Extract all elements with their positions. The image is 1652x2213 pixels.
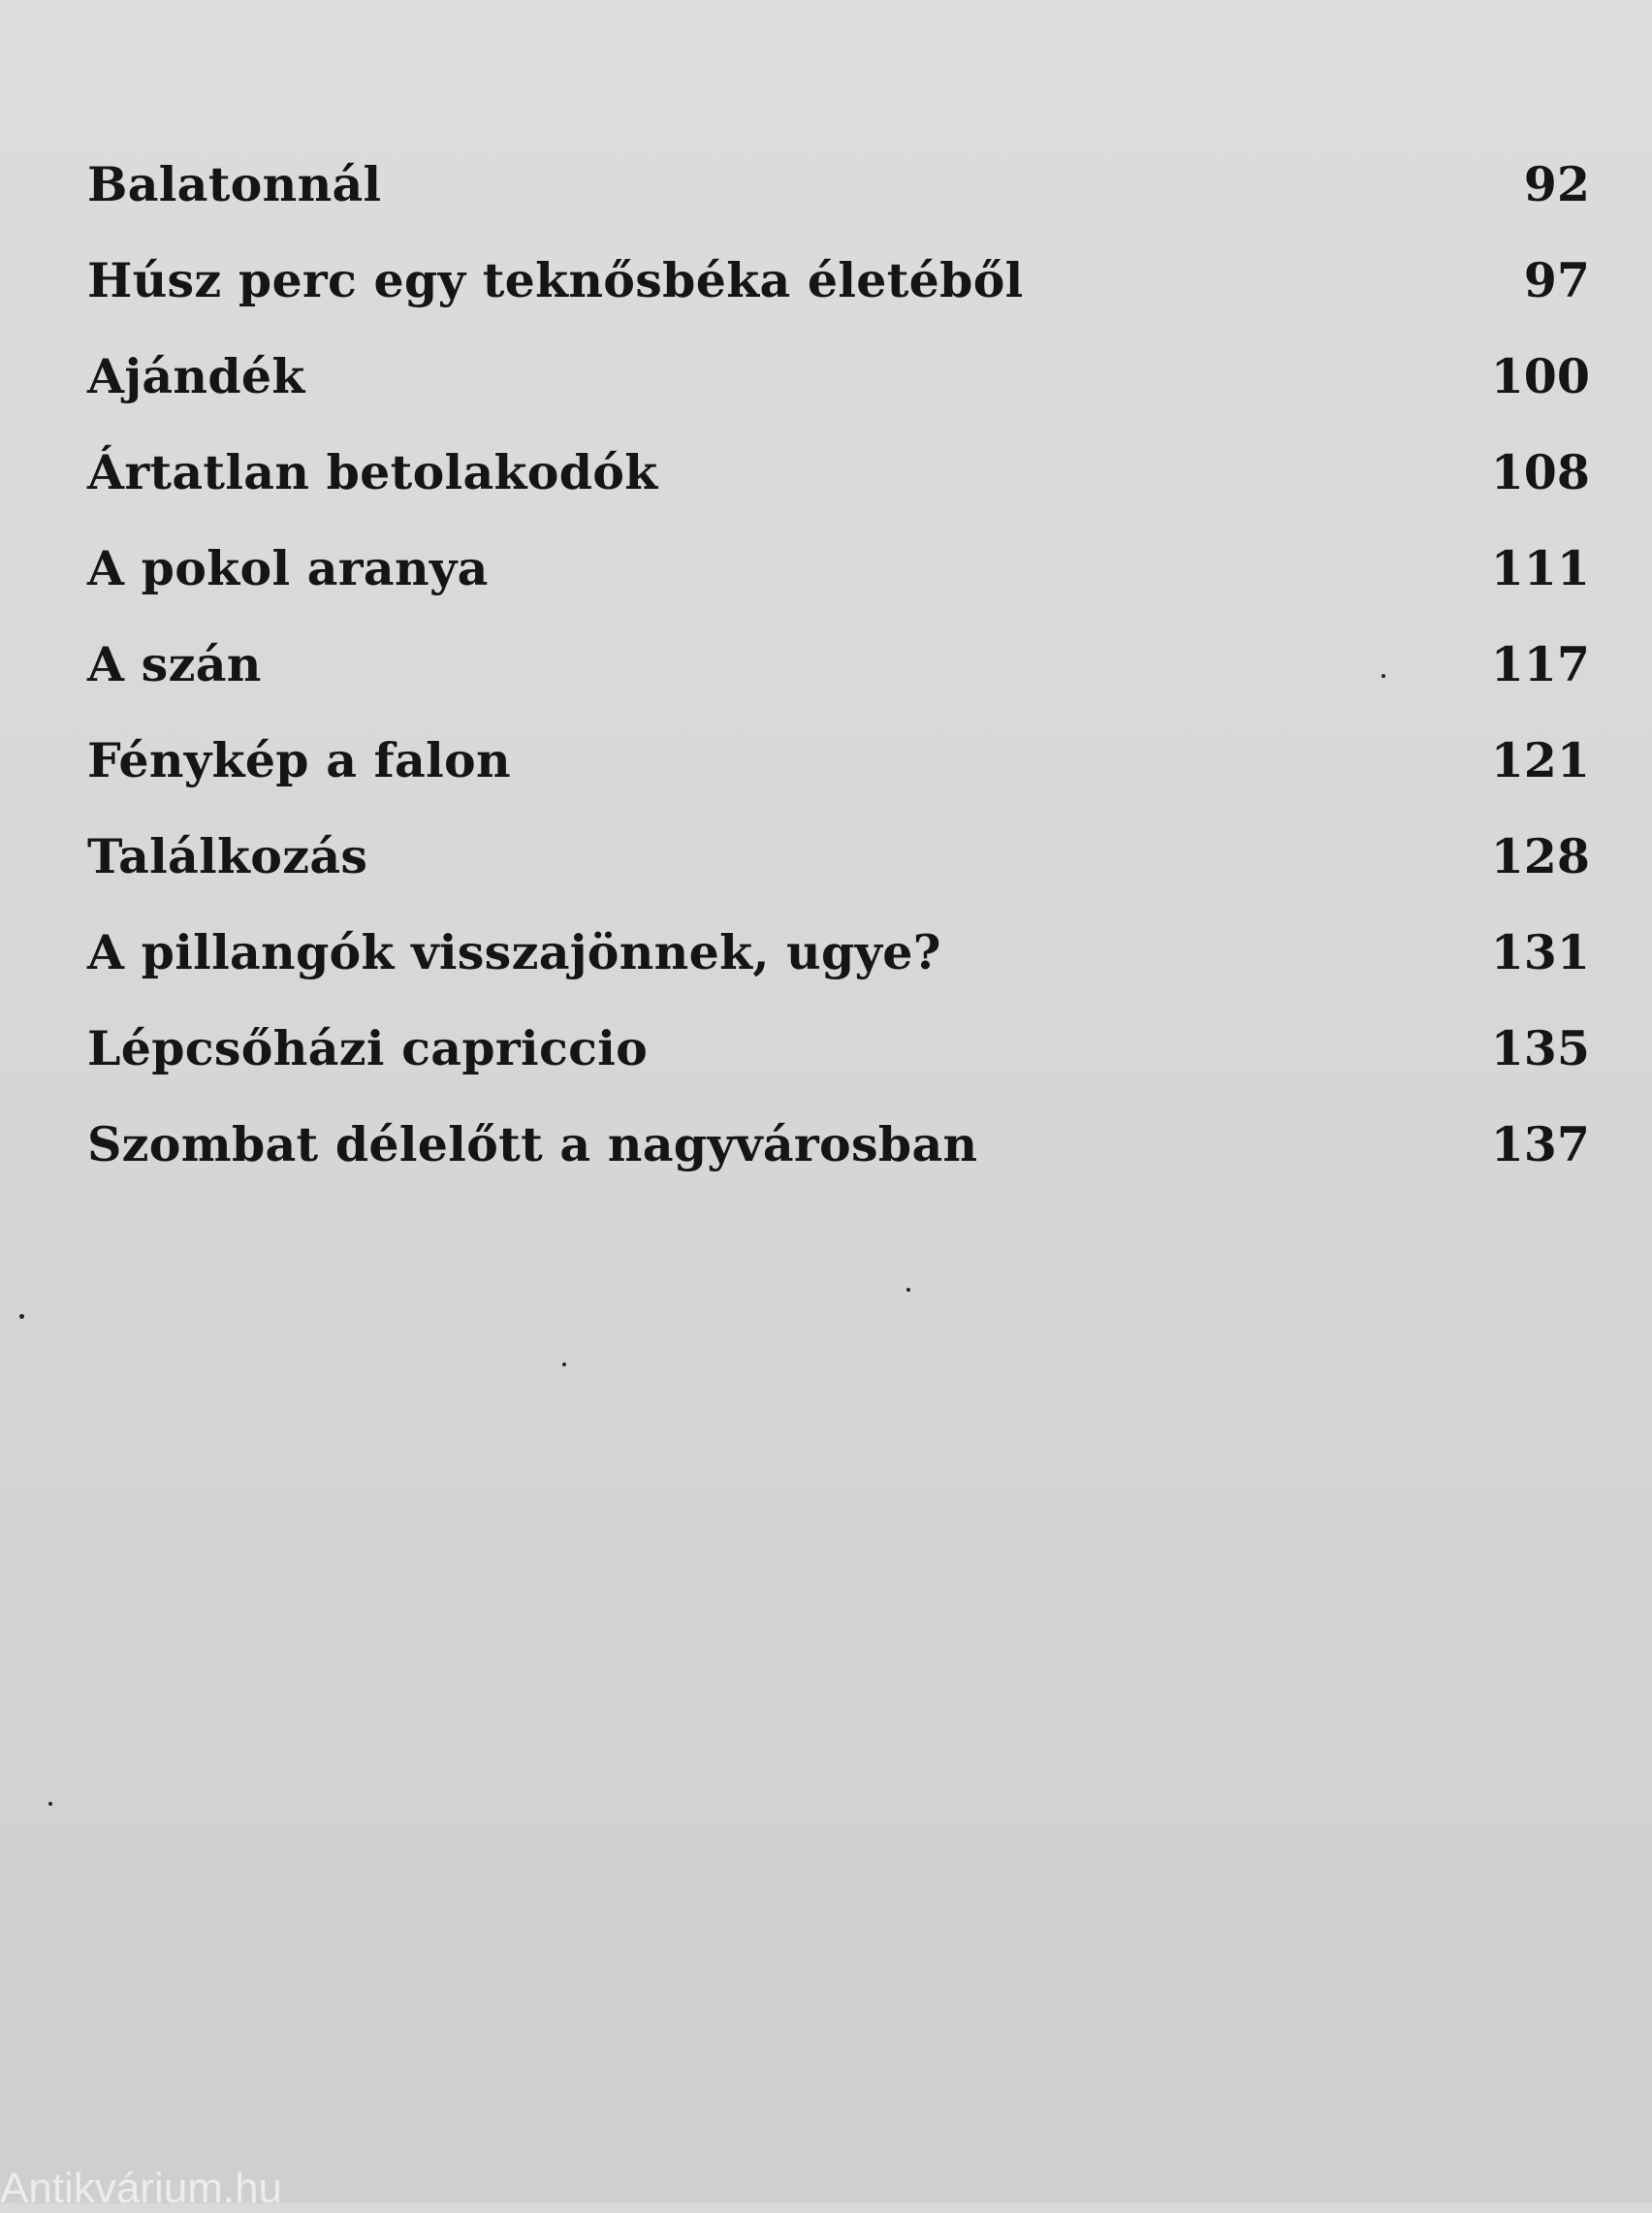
toc-entry-page: 128 [1490,827,1590,884]
toc-entry-page: 97 [1523,251,1590,308]
toc-entry [87,616,1590,712]
toc-entry [87,1000,1590,1096]
toc-entry-page: 131 [1490,923,1590,980]
toc-entry [87,712,1590,808]
toc-entry [87,808,1590,904]
toc-entry-title: Találkozás [87,827,368,884]
toc-entry-title: Fénykép a falon [87,731,511,788]
toc-entry-title: A pokol aranya [87,539,489,596]
toc-entry-title: Ajándék [87,347,305,404]
paper-speck [48,1802,52,1806]
toc-entry-page: 111 [1490,539,1590,596]
toc-entry [87,232,1590,328]
toc-entry-title: A szán [87,635,262,692]
paper-speck [562,1363,566,1366]
toc-entry [87,424,1590,520]
toc-entry-page: 92 [1523,155,1590,212]
toc-entry-page: 108 [1490,443,1590,500]
toc-entry [87,136,1590,232]
paper-speck [906,1288,910,1292]
toc-entry-title: A pillangók visszajönnek, ugye? [87,923,941,980]
toc-entry-title: Balatonnál [87,155,382,212]
toc-entry-page: 121 [1490,731,1590,788]
toc-entry-title: Lépcsőházi capriccio [87,1019,649,1076]
toc-entry [87,520,1590,616]
toc-entry-title: Húsz perc egy teknősbéka életéből [87,251,1024,308]
toc-entry-title: Szombat délelőtt a nagyvárosban [87,1115,978,1172]
table-of-contents [87,136,1590,1192]
toc-entry-title: Ártatlan betolakodók [87,443,658,500]
toc-entry-page: 135 [1490,1019,1590,1076]
paper-speck [1382,674,1385,678]
paper-speck [19,1314,24,1319]
toc-entry [87,904,1590,1000]
toc-entry [87,328,1590,424]
toc-entry-page: 137 [1490,1115,1590,1172]
toc-entry [87,1096,1590,1192]
toc-entry-page: 100 [1490,347,1590,404]
toc-entry-page: 117 [1490,635,1590,692]
watermark-text: Antikvárium.hu [0,2165,283,2212]
